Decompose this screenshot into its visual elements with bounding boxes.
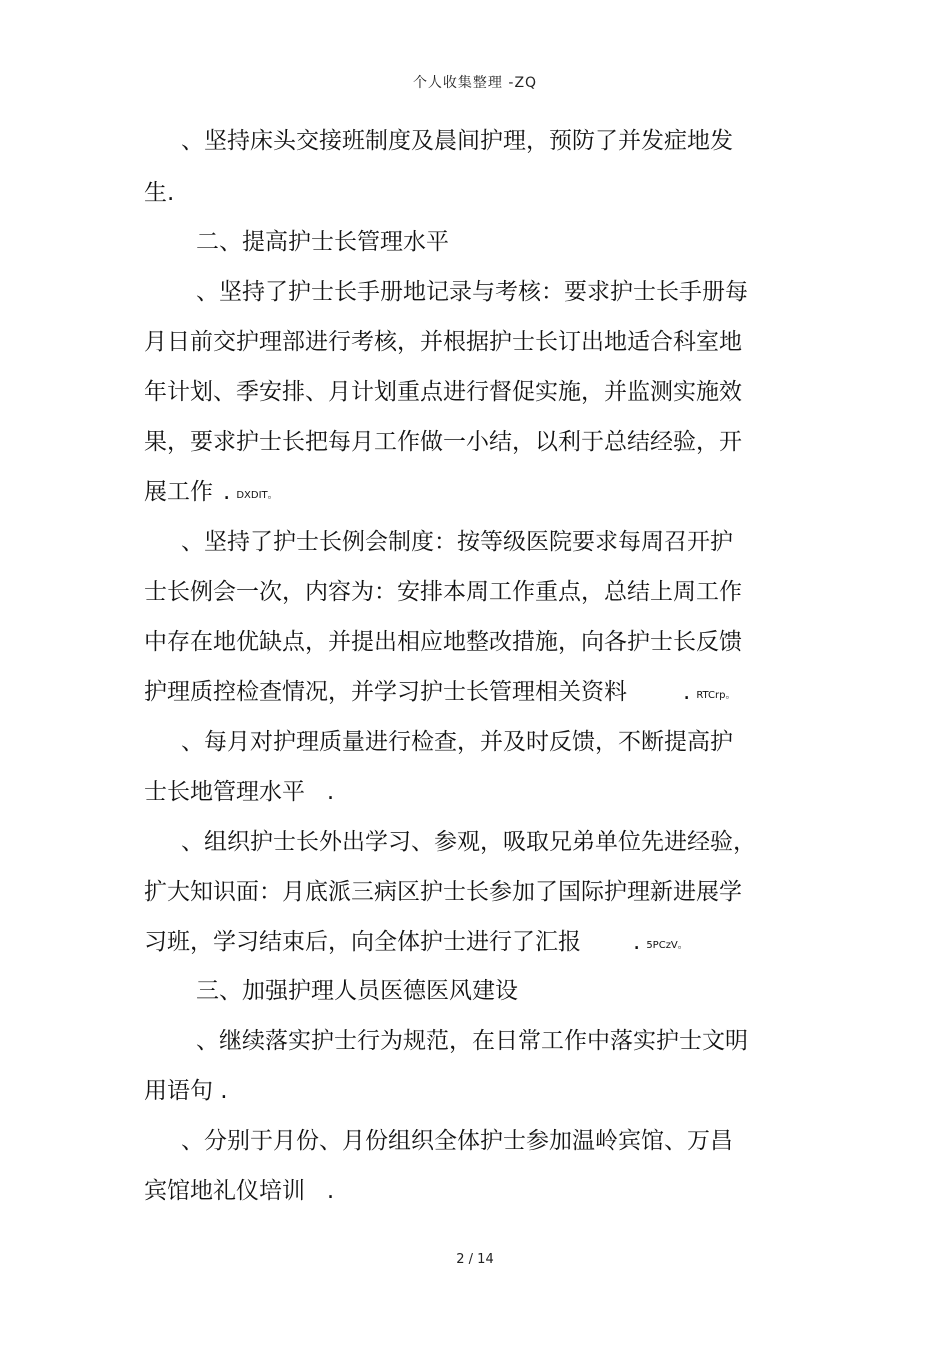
body-line: 、坚持了护士长例会制度：按等级医院要求每周召开护 — [181, 529, 733, 555]
body-line: 中存在地优缺点，并提出相应地整改措施，向各护士长反馈 — [144, 629, 742, 655]
body-line: 士长例会一次，内容为：安排本周工作重点，总结上周工作 — [144, 579, 742, 605]
body-line: 宾馆地礼仪培训 . — [144, 1178, 335, 1204]
code-tag: DXDIT。 — [236, 490, 278, 501]
section-heading: 二、提高护士长管理水平 — [196, 229, 449, 255]
body-line: 生. — [144, 180, 175, 206]
body-line: 习班，学习结束后，向全体护士进行了汇报 . 5PCzV。 — [144, 929, 688, 955]
body-line: 年计划、季安排、月计划重点进行督促实施，并监测实施效 — [144, 379, 742, 405]
body-line: 、坚持床头交接班制度及晨间护理，预防了并发症地发 — [181, 128, 733, 154]
code-tag: RTCrp。 — [696, 690, 736, 701]
body-line: 展工作 . DXDIT。 — [144, 479, 278, 505]
body-line: 士长地管理水平 . — [144, 779, 335, 805]
body-line: 果，要求护士长把每月工作做一小结，以利于总结经验，开 — [144, 429, 742, 455]
body-line: 扩大知识面：月底派三病区护士长参加了国际护理新进展学 — [144, 879, 742, 905]
body-line: 、组织护士长外出学习、参观，吸取兄弟单位先进经验， — [181, 829, 756, 855]
period-mark: . — [683, 679, 691, 705]
page-header: 个人收集整理 -ZQ — [412, 75, 538, 91]
body-line: 月日前交护理部进行考核，并根据护士长订出地适合科室地 — [144, 329, 742, 355]
code-tag: 5PCzV。 — [646, 940, 688, 951]
page-number: 2 / 14 — [456, 1252, 494, 1267]
body-line: 、继续落实护士行为规范，在日常工作中落实护士文明 — [196, 1028, 748, 1054]
period-mark: . — [223, 479, 231, 505]
period-mark: . — [305, 1178, 335, 1204]
section-heading: 三、加强护理人员医德医风建设 — [196, 978, 518, 1004]
body-line: 、坚持了护士长手册地记录与考核：要求护士长手册每 — [196, 279, 748, 305]
body-line: 、分别于月份、月份组织全体护士参加温岭宾馆、万昌 — [181, 1128, 733, 1154]
body-line: 用语句 . — [144, 1078, 228, 1104]
body-line: 护理质控检查情况，并学习护士长管理相关资料 . RTCrp。 — [144, 679, 736, 705]
body-line: 、每月对护理质量进行检查，并及时反馈，不断提高护 — [181, 729, 733, 755]
period-mark: . — [633, 929, 641, 955]
period-mark: . — [305, 779, 335, 805]
